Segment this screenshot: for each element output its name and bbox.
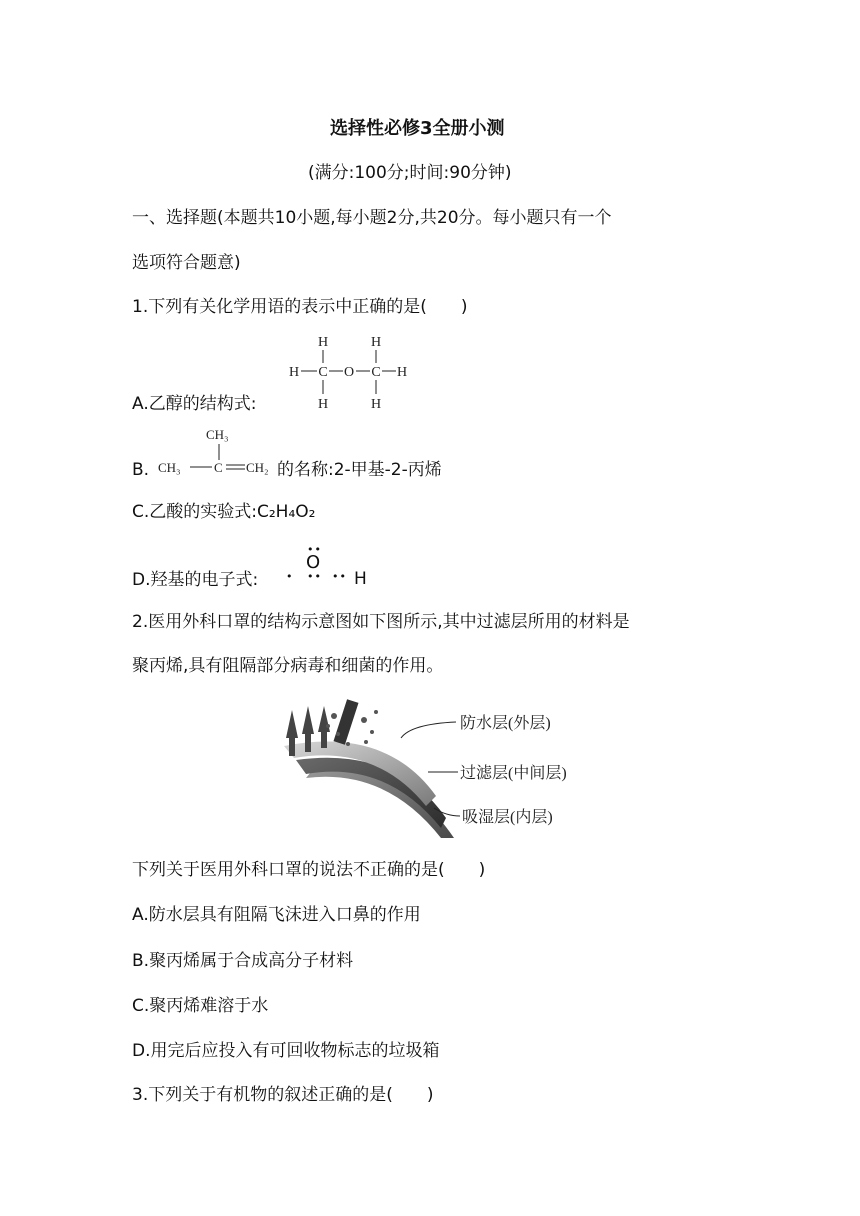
label-waterproof-layer: 防水层(外层) <box>460 715 551 732</box>
q1-option-c: C.乙酸的实验式:C₂H₄O₂ <box>132 502 316 522</box>
dot-pair-bottom: •• <box>307 570 322 583</box>
q2-stem-line1: 2.医用外科口罩的结构示意图如下图所示,其中过滤层所用的材料是 <box>132 612 630 632</box>
dot-pair-top: •• <box>307 543 322 556</box>
atom-h: H <box>317 397 329 412</box>
q1-option-a: A.乙醇的结构式: <box>132 394 257 414</box>
group-ch3-left: CH₃ <box>158 460 181 475</box>
q2-option-d: D.用完后应投入有可回收物标志的垃圾箱 <box>132 1041 440 1061</box>
hydrogen-symbol: H <box>354 569 367 589</box>
q3-stem: 3.下列关于有机物的叙述正确的是( ) <box>132 1085 434 1105</box>
q1-option-b-prefix: B. <box>132 460 150 480</box>
ethanol-structural-formula <box>282 330 422 416</box>
q2-stem-line2: 聚丙烯,具有阻隔部分病毒和细菌的作用。 <box>132 656 444 676</box>
q1-stem: 1.下列有关化学用语的表示中正确的是( ) <box>132 297 468 317</box>
oxygen-symbol: O <box>306 552 321 573</box>
methylpropene-structure <box>156 424 274 480</box>
atom-c: C <box>214 460 223 475</box>
atom-h: H <box>288 365 300 380</box>
q2-option-c: C.聚丙烯难溶于水 <box>132 996 269 1016</box>
q2-question: 下列关于医用外科口罩的说法不正确的是( ) <box>132 860 486 880</box>
dot-pair-right: •• <box>332 570 347 583</box>
atom-h: H <box>317 335 329 350</box>
atom-c: C <box>318 365 328 380</box>
group-ch3-top: CH₃ <box>206 427 229 442</box>
atom-h: H <box>370 335 382 350</box>
mask-structure-diagram <box>276 698 606 838</box>
doc-meta: (满分:100分;时间:90分钟) <box>308 163 512 183</box>
section-heading-line2: 选项符合题意) <box>132 253 241 273</box>
atom-c: C <box>371 365 381 380</box>
atom-h: H <box>370 397 382 412</box>
dot-left: • <box>286 570 293 583</box>
q2-option-b: B.聚丙烯属于合成高分子材料 <box>132 951 354 971</box>
atom-o: O <box>343 365 355 380</box>
q2-option-a: A.防水层具有阻隔飞沫进入口鼻的作用 <box>132 905 421 925</box>
q1-option-b-text: 的名称:2-甲基-2-丙烯 <box>277 460 442 480</box>
label-filter-layer: 过滤层(中间层) <box>460 765 567 782</box>
q1-option-d-prefix: D.羟基的电子式: <box>132 570 259 590</box>
hydroxyl-electron-formula <box>286 540 376 590</box>
section-heading-line1: 一、选择题(本题共10小题,每小题2分,共20分。每小题只有一个 <box>132 208 612 228</box>
atom-h: H <box>396 365 408 380</box>
label-absorbent-layer: 吸湿层(内层) <box>462 809 553 826</box>
group-ch2: CH₂ <box>246 460 269 475</box>
doc-title: 选择性必修3全册小测 <box>330 118 505 139</box>
